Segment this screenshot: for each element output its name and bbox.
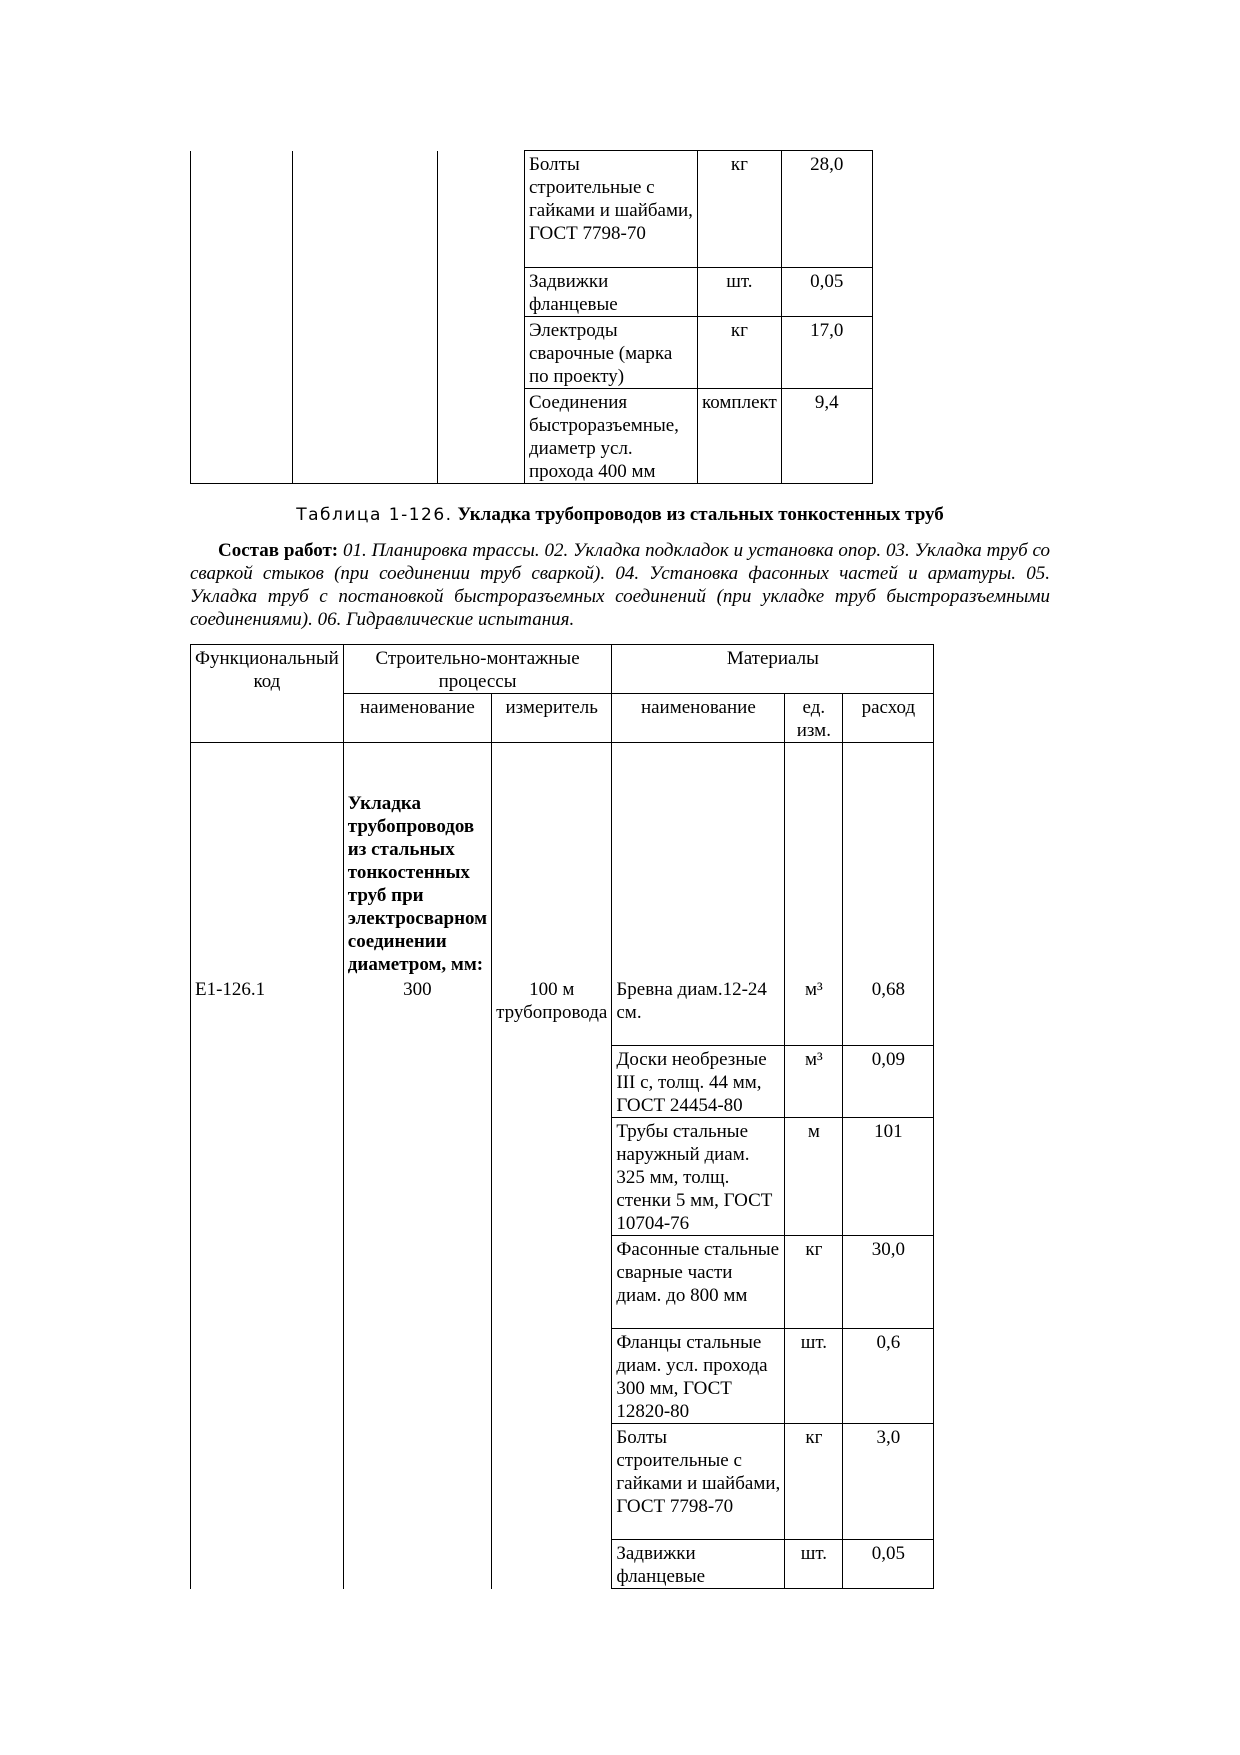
table-header-row <box>191 645 934 694</box>
material-value: 17,0 <box>781 317 872 389</box>
material-name: Электроды сварочные (марка по проекту) <box>525 317 698 389</box>
material-value: 0,6 <box>843 1329 934 1424</box>
material-name: Доски необрезные III с, толщ. 44 мм, ГОСТ 24454-80 <box>612 1046 785 1118</box>
table-row <box>191 268 873 317</box>
material-value: 101 <box>843 1118 934 1236</box>
table-main <box>190 644 934 1589</box>
material-unit: м³ <box>785 1046 843 1118</box>
table-row <box>191 317 873 389</box>
material-unit: шт. <box>785 1540 843 1589</box>
material-value: 9,4 <box>781 389 872 484</box>
material-name: Задвижки фланцевые <box>525 268 698 317</box>
material-unit: шт. <box>698 268 782 317</box>
material-value: 0,05 <box>843 1540 934 1589</box>
work-composition <box>190 539 1050 631</box>
header-proc-name: наименование <box>343 694 491 743</box>
material-name: Фасонные стальные сварные части диам. до 800 мм <box>612 1236 785 1329</box>
table-row <box>191 976 934 1046</box>
header-materials: Материалы <box>612 645 934 694</box>
table-continuation <box>190 150 873 484</box>
table-number: Таблица 1-126. <box>296 505 453 525</box>
table-row <box>191 151 873 268</box>
header-processes: Строительно-монтажные процессы <box>343 645 612 694</box>
material-value: 28,0 <box>781 151 872 268</box>
material-value: 3,0 <box>843 1424 934 1540</box>
material-name: Трубы стальные наружный диам. 325 мм, толщ. стенки 5 мм, ГОСТ 10704-76 <box>612 1118 785 1236</box>
material-value: 30,0 <box>843 1236 934 1329</box>
header-code: Функциональный код <box>191 645 344 743</box>
table-title: Укладка трубопроводов из стальных тонкостенных труб <box>457 504 944 525</box>
header-mat-name: наименование <box>612 694 785 743</box>
header-proc-unit: измеритель <box>492 694 612 743</box>
table-row <box>191 389 873 484</box>
material-value: 0,68 <box>843 976 934 1046</box>
table-row <box>191 1540 934 1589</box>
material-name: Задвижки фланцевые <box>612 1540 785 1589</box>
table-row <box>191 1118 934 1236</box>
process-measure: 100 м трубопровода <box>492 976 612 1046</box>
material-name: Болты строительные с гайками и шайбами, ГОСТ 7798-70 <box>612 1424 785 1540</box>
material-name: Фланцы стальные диам. усл. прохода 300 мм, ГОСТ 12820-80 <box>612 1329 785 1424</box>
table-row <box>191 1424 934 1540</box>
material-name: Бревна диам.12-24 см. <box>612 976 785 1046</box>
pipe-diameter: 300 <box>343 976 491 1046</box>
material-value: 0,09 <box>843 1046 934 1118</box>
table-caption <box>190 503 1050 527</box>
material-unit: м³ <box>785 976 843 1046</box>
table-row <box>191 743 934 976</box>
material-name: Болты строительные с гайками и шайбами, ГОСТ 7798-70 <box>525 151 698 268</box>
function-code: Е1-126.1 <box>191 976 344 1046</box>
material-unit: комплект <box>698 389 782 484</box>
composition-label: Состав работ: <box>218 540 339 561</box>
group-title: Укладка трубопроводов из стальных тонкостенных труб при электросварном соединении диаметром, мм: <box>343 743 491 976</box>
header-mat-value: расход <box>843 694 934 743</box>
composition-text: 01. Планировка трассы. 02. Укладка подкладок и установка опор. 03. Укладка труб со сваркой стыков (при соединении труб сваркой). 04. Установка фасонных частей и арматуры. 05. Укладка труб с постановкой быстроразъемных соединений (при укладке труб быстроразъемными соединениями). 06. Гидравлические испытания. <box>190 540 1051 630</box>
material-unit: шт. <box>785 1329 843 1424</box>
material-name: Соединения быстроразъемные, диаметр усл. прохода 400 мм <box>525 389 698 484</box>
header-mat-unit: ед. изм. <box>785 694 843 743</box>
material-unit: кг <box>785 1424 843 1540</box>
material-unit: кг <box>698 317 782 389</box>
material-unit: кг <box>698 151 782 268</box>
material-unit: м <box>785 1118 843 1236</box>
table-row <box>191 1046 934 1118</box>
table-row <box>191 1236 934 1329</box>
table-row <box>191 1329 934 1424</box>
material-value: 0,05 <box>781 268 872 317</box>
material-unit: кг <box>785 1236 843 1329</box>
